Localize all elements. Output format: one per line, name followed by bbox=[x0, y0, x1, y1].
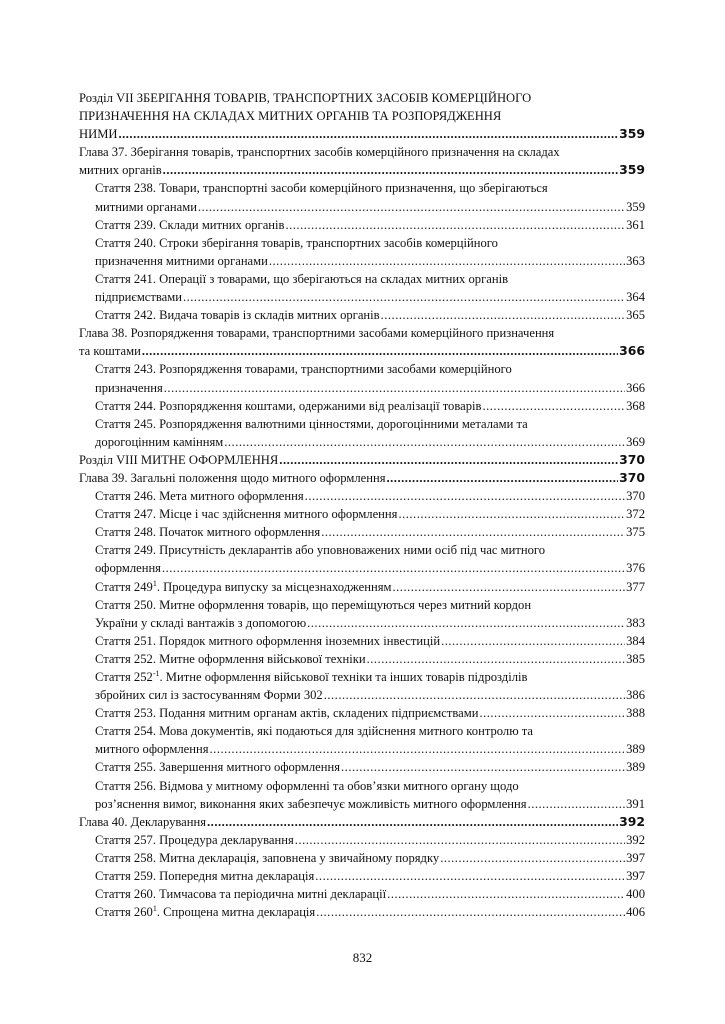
entry-title-text bbox=[95, 198, 197, 216]
entry-title-line bbox=[95, 668, 645, 686]
entry-title-text: НИМИ bbox=[79, 127, 118, 142]
dot-leader bbox=[224, 433, 625, 451]
entry-title-text: та коштами bbox=[79, 344, 141, 359]
dot-leader bbox=[479, 704, 625, 722]
page-ref: 392 bbox=[619, 813, 645, 829]
entry-title-text bbox=[79, 469, 386, 487]
page-ref: 386 bbox=[626, 688, 645, 703]
entry-title-line: Стаття 243. Розпорядження товарами, транспортними засобами комерційного bbox=[95, 362, 512, 377]
toc-article-entry[interactable] bbox=[79, 306, 645, 324]
entry-leader-row bbox=[95, 903, 645, 921]
dot-leader bbox=[285, 216, 625, 234]
page-ref: 359 bbox=[619, 126, 645, 142]
entry-leader-row bbox=[95, 632, 645, 650]
page-ref: 365 bbox=[626, 308, 645, 323]
entry-title-text: Стаття 239. Склади митних органів bbox=[95, 217, 285, 232]
toc-article-entry[interactable] bbox=[79, 270, 645, 306]
entry-title-text: . Митне оформлення військової техніки та інших товарів підрозділів bbox=[159, 670, 528, 684]
page-ref: 376 bbox=[626, 561, 645, 576]
dot-leader bbox=[279, 451, 618, 469]
page-ref: 389 bbox=[626, 742, 645, 757]
entry-leader-row bbox=[95, 885, 645, 903]
entry-leader-row bbox=[95, 650, 645, 668]
entry-title-text: Стаття 252. Митне оформлення військової техніки bbox=[95, 651, 366, 666]
page-ref: 384 bbox=[626, 633, 645, 648]
dot-leader bbox=[269, 252, 625, 270]
entry-leader-row bbox=[95, 867, 645, 885]
page-ref: 372 bbox=[626, 507, 645, 522]
page-ref: 359 bbox=[626, 199, 645, 214]
page-ref: 370 bbox=[619, 469, 645, 485]
entry-title-text: Стаття 260 bbox=[95, 905, 153, 920]
page-ref: 406 bbox=[626, 905, 645, 920]
entry-leader-row bbox=[79, 125, 645, 143]
entry-leader-row bbox=[95, 849, 645, 867]
entry-title-text: митними органами bbox=[95, 199, 197, 214]
toc-section-entry[interactable] bbox=[79, 469, 645, 487]
dot-leader bbox=[305, 487, 625, 505]
entry-title-text bbox=[95, 758, 340, 776]
entry-title-text bbox=[95, 632, 440, 650]
toc-article-entry[interactable] bbox=[79, 777, 645, 813]
dot-leader bbox=[210, 740, 626, 758]
toc-article-entry[interactable] bbox=[79, 179, 645, 215]
entry-title-text: призначення митними органами bbox=[95, 253, 268, 268]
entry-title-text bbox=[79, 125, 117, 143]
entry-title-text bbox=[95, 650, 366, 668]
entry-title-line: Стаття 241. Операції з товарами, що зберігаються на складах митних органів bbox=[95, 271, 509, 286]
toc-article-entry[interactable] bbox=[79, 505, 645, 523]
toc-article-entry[interactable] bbox=[79, 523, 645, 541]
toc-section-entry[interactable] bbox=[79, 143, 645, 179]
page-ref: 389 bbox=[626, 760, 645, 775]
page-ref: 375 bbox=[626, 525, 645, 540]
entry-title-text: . Процедура випуску за місцезнаходженням bbox=[156, 579, 392, 594]
entry-title-text bbox=[95, 849, 439, 867]
superscript: -1 bbox=[152, 668, 160, 678]
toc-article-entry[interactable] bbox=[79, 867, 645, 885]
entry-title-text: Розділ VIII МИТНЕ ОФОРМЛЕННЯ bbox=[79, 452, 279, 467]
page-ref: 364 bbox=[626, 290, 645, 305]
entry-leader-row bbox=[95, 578, 645, 596]
entry-title-text bbox=[95, 903, 315, 921]
dot-leader bbox=[367, 650, 626, 668]
toc-article-entry[interactable] bbox=[79, 650, 645, 668]
entry-title-line: Стаття 245. Розпорядження валютними цінностями, дорогоцінними металами та bbox=[95, 416, 528, 431]
entry-leader-row bbox=[95, 740, 645, 758]
toc-article-entry[interactable] bbox=[79, 541, 645, 577]
entry-title-text: Стаття 259. Попередня митна декларація bbox=[95, 869, 315, 884]
entry-leader-row bbox=[79, 813, 645, 831]
page-ref: 363 bbox=[626, 253, 645, 268]
dot-leader bbox=[163, 161, 618, 179]
entry-title-text bbox=[95, 252, 268, 270]
entry-title-text bbox=[95, 216, 284, 234]
table-of-contents bbox=[79, 89, 645, 921]
entry-leader-row bbox=[95, 379, 645, 397]
entry-title-text bbox=[79, 813, 206, 831]
page-ref: 377 bbox=[626, 579, 645, 594]
dot-leader bbox=[295, 831, 625, 849]
entry-title-line: Стаття 254. Мова документів, які подаються для здійснення митного контролю та bbox=[95, 724, 533, 739]
entry-leader-row bbox=[95, 397, 645, 415]
toc-article-entry[interactable] bbox=[79, 632, 645, 650]
toc-article-entry[interactable] bbox=[79, 722, 645, 758]
dot-leader bbox=[164, 379, 625, 397]
entry-title-text bbox=[95, 505, 397, 523]
dot-leader bbox=[162, 559, 625, 577]
entry-title-text: . Спрощена митна декларація bbox=[156, 905, 316, 920]
entry-title-text bbox=[95, 397, 481, 415]
entry-title-line: Стаття 250. Митне оформлення товарів, що переміщуються через митний кордон bbox=[95, 597, 532, 612]
dot-leader bbox=[315, 867, 625, 885]
entry-leader-row bbox=[95, 505, 645, 523]
entry-leader-row bbox=[95, 288, 645, 306]
entry-title-text: Стаття 242. Видача товарів із складів митних органів bbox=[95, 308, 380, 323]
page-ref: 369 bbox=[626, 434, 645, 449]
toc-article-entry[interactable] bbox=[79, 415, 645, 451]
entry-leader-row bbox=[95, 559, 645, 577]
page-ref: 385 bbox=[626, 651, 645, 666]
toc-article-entry[interactable] bbox=[79, 758, 645, 776]
entry-leader-row bbox=[79, 469, 645, 487]
entry-title-text: підприємствами bbox=[95, 290, 182, 305]
dot-leader bbox=[387, 885, 625, 903]
entry-title-line: Глава 37. Зберігання товарів, транспортних засобів комерційного призначення на складах bbox=[79, 145, 560, 160]
entry-title-text: Глава 40. Декларування bbox=[79, 814, 207, 829]
entry-title-text: Стаття 247. Місце і час здійснення митного оформлення bbox=[95, 507, 398, 522]
entry-title-text bbox=[95, 578, 392, 596]
entry-title-text bbox=[95, 867, 314, 885]
dot-leader bbox=[393, 578, 626, 596]
entry-leader-row bbox=[95, 704, 645, 722]
entry-title-text bbox=[95, 487, 304, 505]
entry-title-text: Стаття 249 bbox=[95, 579, 153, 594]
entry-title-line: Розділ VII ЗБЕРІГАННЯ ТОВАРІВ, ТРАНСПОРТНИХ ЗАСОБІВ КОМЕРЦІЙНОГО bbox=[79, 91, 532, 105]
page-ref: 366 bbox=[626, 380, 645, 395]
entry-title-text: Глава 39. Загальні положення щодо митного оформлення bbox=[79, 470, 386, 485]
entry-title-text bbox=[95, 831, 294, 849]
page-ref: 361 bbox=[626, 217, 645, 232]
entry-title-line: ПРИЗНАЧЕННЯ НА СКЛАДАХ МИТНИХ ОРГАНІВ ТА РОЗПОРЯДЖЕННЯ bbox=[79, 109, 502, 124]
toc-section-entry[interactable] bbox=[79, 451, 645, 469]
entry-title-text: Стаття 248. Початок митного оформлення bbox=[95, 525, 321, 540]
entry-title-text bbox=[79, 161, 162, 179]
entry-leader-row bbox=[95, 795, 645, 813]
entry-leader-row bbox=[95, 831, 645, 849]
entry-leader-row bbox=[79, 342, 645, 360]
entry-title-line: Стаття 238. Товари, транспортні засоби комерційного призначення, що зберігаються bbox=[95, 181, 548, 196]
toc-article-entry[interactable] bbox=[79, 216, 645, 234]
entry-title-text: Стаття 244. Розпорядження коштами, одержаними від реалізації товарів bbox=[95, 398, 482, 413]
dot-leader bbox=[183, 288, 625, 306]
entry-title-text: митного оформлення bbox=[95, 742, 209, 757]
toc-article-entry[interactable] bbox=[79, 668, 645, 704]
entry-title-text bbox=[95, 523, 320, 541]
entry-title-text bbox=[95, 740, 209, 758]
page-ref: 359 bbox=[619, 162, 645, 178]
page-ref: 370 bbox=[619, 451, 645, 467]
toc-section-entry[interactable] bbox=[79, 89, 645, 143]
entry-title-text bbox=[95, 704, 478, 722]
dot-leader bbox=[316, 903, 625, 921]
entry-title-text: Стаття 260. Тимчасова та періодична митні декларації bbox=[95, 887, 387, 902]
entry-title-text: Стаття 255. Завершення митного оформлення bbox=[95, 760, 341, 775]
page-ref: 397 bbox=[626, 850, 645, 865]
dot-leader bbox=[198, 198, 625, 216]
superscript: 1 bbox=[152, 578, 157, 588]
entry-title-text bbox=[95, 559, 161, 577]
dot-leader bbox=[528, 795, 626, 813]
toc-article-entry[interactable] bbox=[79, 596, 645, 632]
entry-title-text bbox=[95, 433, 223, 451]
entry-title-text: Стаття 252 bbox=[95, 670, 153, 684]
dot-leader bbox=[118, 125, 618, 143]
entry-leader-row bbox=[79, 451, 645, 469]
entry-leader-row bbox=[95, 216, 645, 234]
page-ref: 400 bbox=[626, 887, 645, 902]
entry-title-line: Глава 38. Розпорядження товарами, транспортними засобами комерційного призначення bbox=[79, 326, 555, 341]
toc-article-entry[interactable] bbox=[79, 397, 645, 415]
page-ref: 370 bbox=[626, 489, 645, 504]
page-number: 832 bbox=[352, 950, 373, 965]
entry-title-text: призначення bbox=[95, 380, 163, 395]
toc-article-entry[interactable] bbox=[79, 234, 645, 270]
entry-title-text: дорогоцінним камінням bbox=[95, 434, 224, 449]
entry-title-text: Стаття 246. Мета митного оформлення bbox=[95, 489, 304, 504]
dot-leader bbox=[441, 632, 625, 650]
entry-leader-row bbox=[95, 614, 645, 632]
toc-article-entry[interactable] bbox=[79, 903, 645, 921]
dot-leader bbox=[482, 397, 625, 415]
page-ref: 391 bbox=[626, 796, 645, 811]
page-ref: 383 bbox=[626, 615, 645, 630]
entry-title-text bbox=[95, 379, 163, 397]
toc-article-entry[interactable] bbox=[79, 831, 645, 849]
entry-title-text bbox=[95, 686, 323, 704]
entry-title-text bbox=[79, 451, 278, 469]
page-ref: 368 bbox=[626, 398, 645, 413]
entry-leader-row bbox=[95, 306, 645, 324]
page-ref: 397 bbox=[626, 869, 645, 884]
entry-title-text bbox=[95, 306, 380, 324]
entry-title-text: Стаття 253. Подання митним органам актів, складених підприємствами bbox=[95, 706, 479, 721]
entry-leader-row bbox=[95, 252, 645, 270]
dot-leader bbox=[321, 523, 625, 541]
entry-title-text: Стаття 251. Порядок митного оформлення іноземних інвестицій bbox=[95, 633, 441, 648]
entry-title-text bbox=[95, 288, 182, 306]
dot-leader bbox=[341, 758, 625, 776]
entry-title-text bbox=[95, 885, 386, 903]
entry-leader-row bbox=[95, 433, 645, 451]
entry-title-text bbox=[95, 614, 306, 632]
dot-leader bbox=[381, 306, 626, 324]
entry-title-line: Стаття 249. Присутність декларантів або уповноважених ними осіб під час митного bbox=[95, 543, 546, 558]
entry-leader-row bbox=[79, 161, 645, 179]
entry-leader-row bbox=[95, 523, 645, 541]
entry-title-text bbox=[95, 795, 527, 813]
entry-title-text: збройних сил із застосуванням Форми 302 bbox=[95, 688, 323, 703]
toc-article-entry[interactable] bbox=[79, 578, 645, 596]
entry-title-text: України у складі вантажів з допомогою bbox=[95, 615, 307, 630]
entry-leader-row bbox=[95, 487, 645, 505]
dot-leader bbox=[440, 849, 625, 867]
entry-title-text: Стаття 257. Процедура декларування bbox=[95, 832, 294, 847]
entry-title-text: роз’яснення вимог, виконання яких забезпечує можливість митного оформлення bbox=[95, 796, 527, 811]
dot-leader bbox=[324, 686, 625, 704]
entry-title-line: Стаття 240. Строки зберігання товарів, транспортних засобів комерційного bbox=[95, 235, 498, 250]
dot-leader bbox=[142, 342, 618, 360]
toc-section-entry[interactable] bbox=[79, 813, 645, 831]
entry-leader-row bbox=[95, 758, 645, 776]
dot-leader bbox=[387, 469, 619, 487]
toc-article-entry[interactable] bbox=[79, 704, 645, 722]
entry-title-text: оформлення bbox=[95, 561, 161, 576]
toc-article-entry[interactable] bbox=[79, 360, 645, 396]
dot-leader bbox=[398, 505, 625, 523]
entry-title-text: митних органів bbox=[79, 163, 162, 178]
entry-title-text bbox=[79, 342, 141, 360]
entry-title-text: Стаття 258. Митна декларація, заповнена у звичайному порядку bbox=[95, 850, 440, 865]
toc-article-entry[interactable] bbox=[79, 849, 645, 867]
entry-leader-row bbox=[95, 198, 645, 216]
toc-section-entry[interactable] bbox=[79, 324, 645, 360]
entry-title-line: Стаття 256. Відмова у митному оформленні та обов’язки митного органу щодо bbox=[95, 778, 519, 793]
toc-article-entry[interactable] bbox=[79, 885, 645, 903]
dot-leader bbox=[207, 813, 618, 831]
page-ref: 388 bbox=[626, 706, 645, 721]
page-ref: 366 bbox=[619, 343, 645, 359]
toc-article-entry[interactable] bbox=[79, 487, 645, 505]
dot-leader bbox=[307, 614, 625, 632]
superscript: 1 bbox=[152, 904, 157, 914]
page-ref: 392 bbox=[626, 832, 645, 847]
entry-leader-row bbox=[95, 686, 645, 704]
